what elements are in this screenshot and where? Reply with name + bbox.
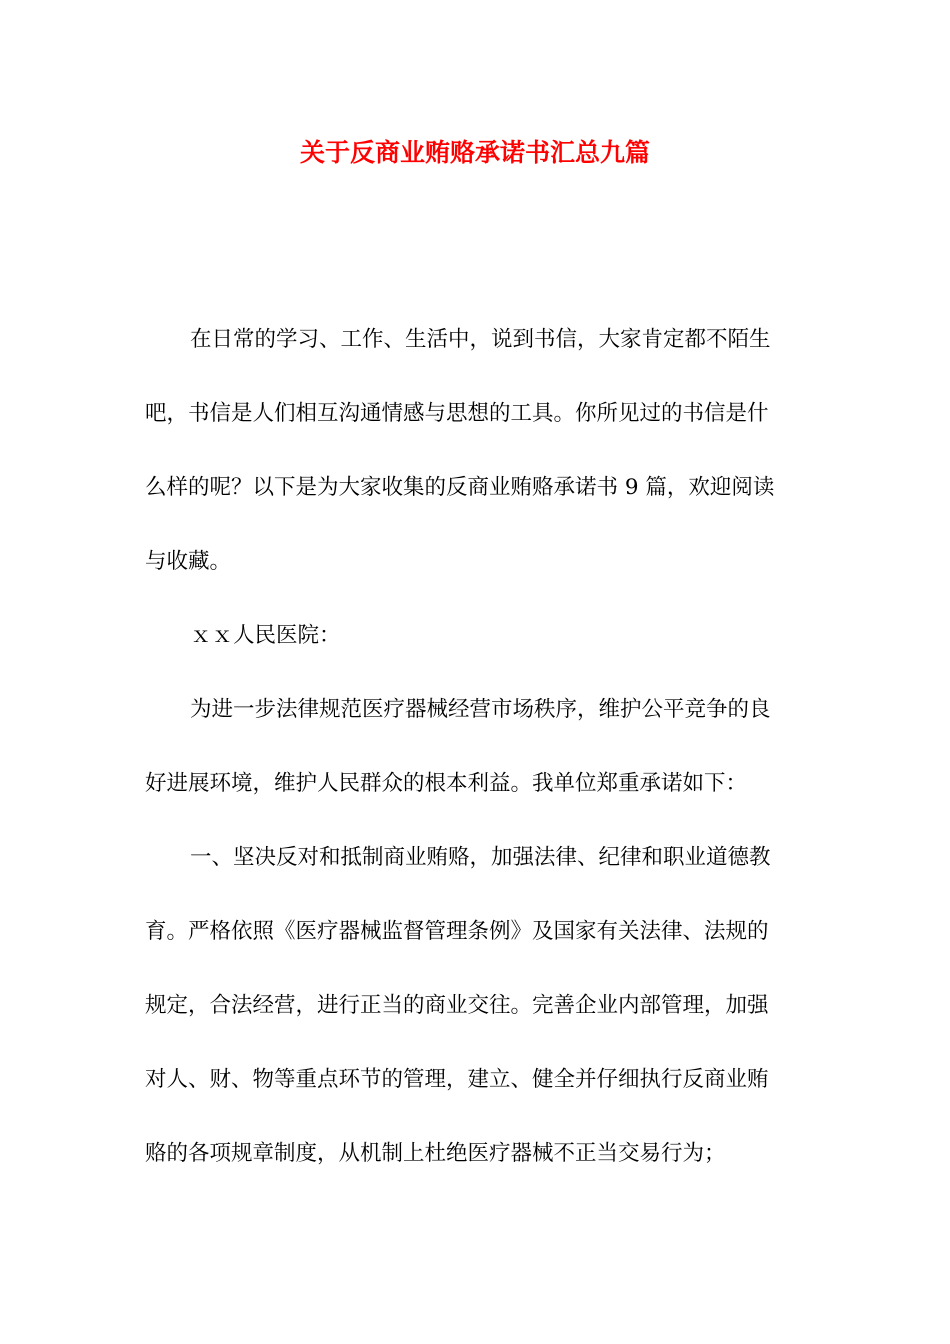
paragraph-line: 吧，书信是人们相互沟通情感与思想的工具。你所见过的书信是什	[145, 401, 769, 426]
document-body	[145, 303, 805, 1191]
paragraph-line: 赂的各项规章制度，从机制上杜绝医疗器械不正当交易行为；	[145, 1141, 726, 1166]
paragraph-line: 一、坚决反对和抵制商业贿赂，加强法律、纪律和职业道德教	[190, 845, 771, 870]
paragraph-line: 好进展环境，维护人民群众的根本利益。我单位郑重承诺如下：	[145, 771, 748, 796]
paragraph-line: 规定，合法经营，进行正当的商业交往。完善企业内部管理，加强	[145, 993, 769, 1018]
salutation-line: ｘｘ人民医院：	[190, 623, 341, 648]
paragraph-line: 么样的呢？以下是为大家收集的反商业贿赂承诺书 9 篇，欢迎阅读	[145, 475, 775, 500]
paragraph-line: 在日常的学习、工作、生活中，说到书信，大家肯定都不陌生	[190, 327, 771, 352]
paragraph-line: 与收藏。	[145, 549, 232, 574]
paragraph-line: 为进一步法律规范医疗器械经营市场秩序，维护公平竞争的良	[190, 697, 771, 722]
paragraph-line: 对人、财、物等重点环节的管理，建立、健全并仔细执行反商业贿	[145, 1067, 769, 1092]
document-title: 关于反商业贿赂承诺书汇总九篇	[299, 138, 650, 167]
paragraph-line: 育。严格依照《医疗器械监督管理条例》及国家有关法律、法规的	[145, 919, 769, 944]
